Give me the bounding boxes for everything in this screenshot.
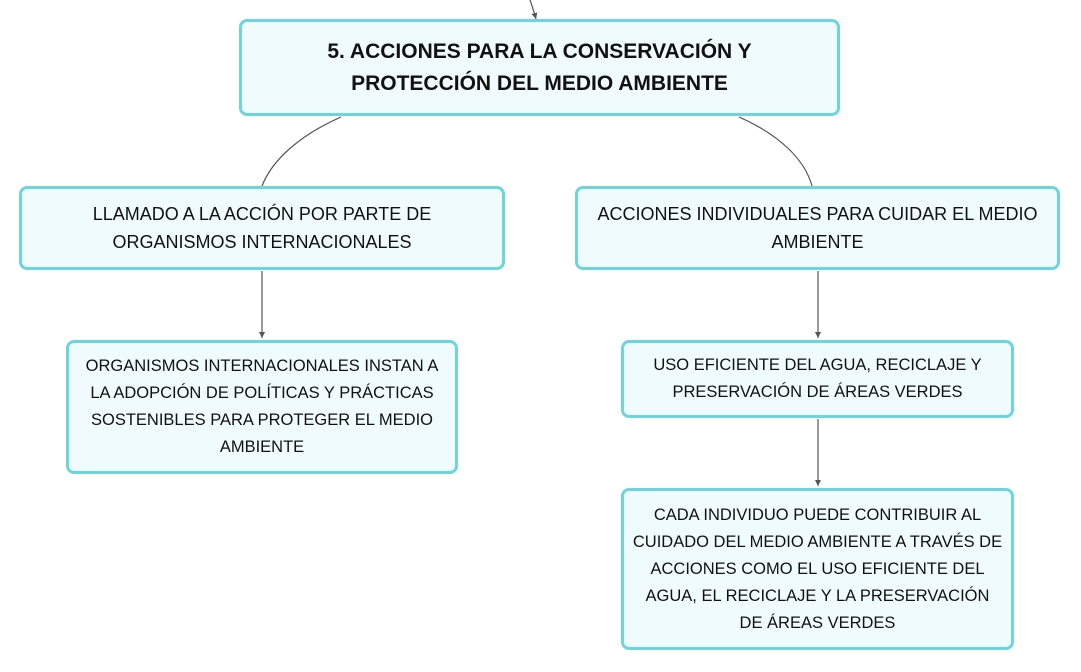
root-node[interactable] [239,19,840,116]
connector-root-to-left-topic [262,117,341,186]
right-detail-text: USO EFICIENTE DEL AGUA, RECICLAJE Y PRESERVACIÓN DE ÁREAS VERDES [653,356,982,401]
root-node-text: 5. ACCIONES PARA LA CONSERVACIÓN Y PROTECCIÓN DEL MEDIO AMBIENTE [327,39,752,95]
right-subdetail-text: CADA INDIVIDUO PUEDE CONTRIBUIR AL CUIDADO DEL MEDIO AMBIENTE A TRAVÉS DE ACCIONES COMO EL USO EFICIENTE DEL AGUA, EL RECICLAJE Y LA PRESERVACIÓN DE ÁREAS VERDES [632,505,1003,632]
right-subdetail-node[interactable] [621,488,1014,650]
connector-parent-to-root [530,0,536,19]
connector-root-to-right-topic [739,117,812,186]
left-topic-text: LLAMADO A LA ACCIÓN POR PARTE DE ORGANISMOS INTERNACIONALES [92,204,432,252]
left-detail-node[interactable] [66,340,458,474]
left-topic-node[interactable] [19,186,505,270]
left-detail-text: ORGANISMOS INTERNACIONALES INSTAN A LA ADOPCIÓN DE POLÍTICAS Y PRÁCTICAS SOSTENIBLES PARA PROTEGER EL MEDIO AMBIENTE [85,357,439,456]
right-topic-text: ACCIONES INDIVIDUALES PARA CUIDAR EL MEDIO AMBIENTE [597,204,1038,252]
right-detail-node[interactable] [621,340,1014,418]
right-topic-node[interactable] [575,186,1060,270]
